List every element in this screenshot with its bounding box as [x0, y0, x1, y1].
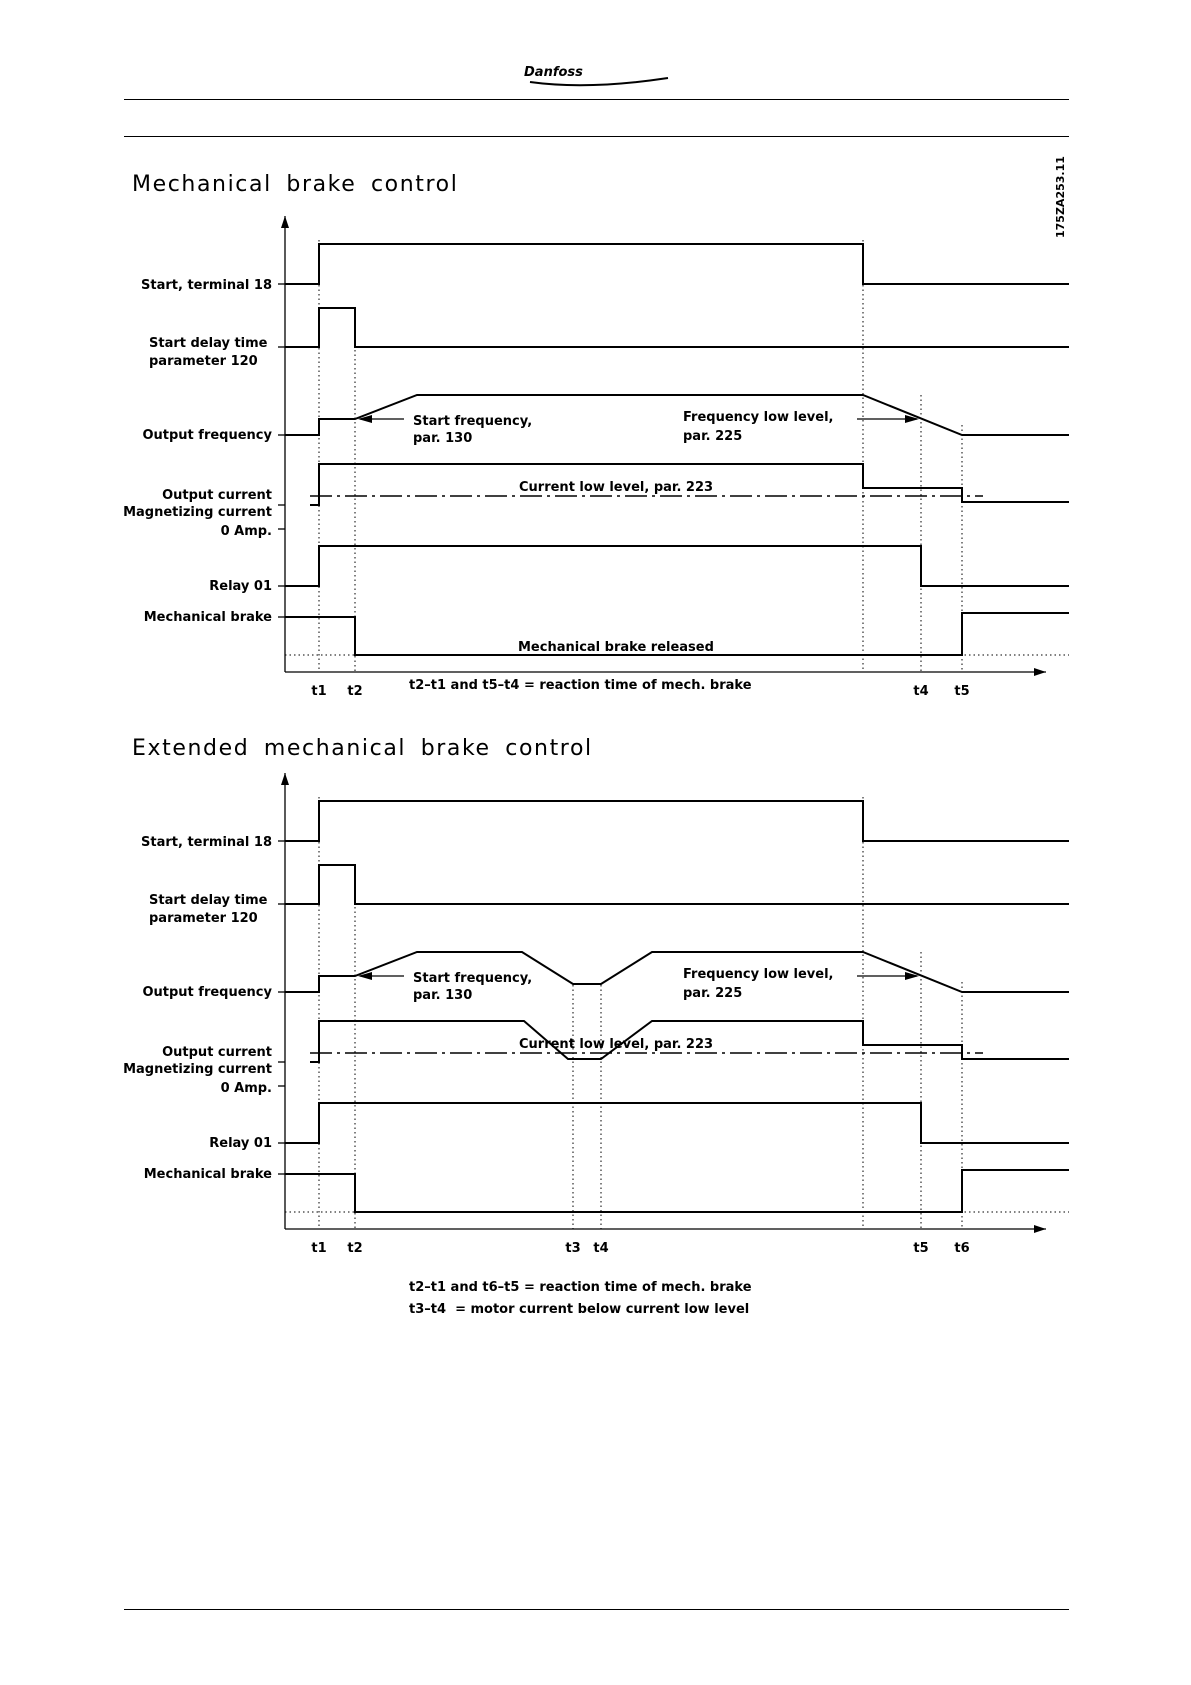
diagram-1-title: Mechanical brake control: [132, 172, 459, 197]
time-label-t4: t4: [593, 1241, 609, 1256]
annotation-brake-released: Mechanical brake released: [518, 640, 714, 655]
annotation-start-frequency-par: par. 130: [413, 431, 473, 446]
time-label-t1: t1: [311, 684, 327, 699]
wave-output-frequency: [285, 395, 1069, 435]
annotation-frequency-low: Frequency low level,: [683, 967, 834, 982]
label-relay: Relay 01: [209, 1136, 272, 1151]
label-zero-amp: 0 Amp.: [220, 1081, 272, 1096]
label-output-frequency: Output frequency: [142, 985, 272, 1000]
label-start-delay-param: parameter 120: [149, 911, 258, 926]
footer-rule: [124, 1609, 1069, 1610]
annotation-start-frequency: Start frequency,: [413, 414, 533, 429]
time-label-t5: t5: [954, 684, 970, 699]
label-relay: Relay 01: [209, 579, 272, 594]
diagram-1-note: t2–t1 and t5–t4 = reaction time of mech. brake: [409, 678, 752, 693]
annotation-start-frequency: Start frequency,: [413, 971, 533, 986]
diagram-2-time-labels: [311, 1241, 969, 1317]
label-output-frequency: Output frequency: [142, 428, 272, 443]
time-label-t2: t2: [347, 1241, 363, 1256]
diagram-2-note-reaction: t2–t1 and t6–t5 = reaction time of mech. brake: [409, 1280, 752, 1295]
label-start-delay: Start delay time: [149, 336, 268, 351]
label-mechanical-brake: Mechanical brake: [143, 610, 272, 625]
wave-start-delay: [285, 308, 1069, 347]
wave-start-terminal: [285, 801, 1069, 841]
label-output-current: Output current: [162, 1045, 272, 1060]
time-label-t5: t5: [913, 1241, 929, 1256]
diagram-2-waveforms: [285, 801, 1069, 1212]
wave-relay: [285, 1103, 1069, 1143]
label-start-delay-param: parameter 120: [149, 354, 258, 369]
diagram-2-timing-chart: [0, 556, 1191, 1336]
drawing-code: 175ZA253.11: [1054, 156, 1067, 238]
label-magnetizing-current: Magnetizing current: [123, 1062, 272, 1077]
wave-mechanical-brake: [285, 1170, 1069, 1212]
label-start-delay: Start delay time: [149, 893, 268, 908]
diagram-2-time-guides: [285, 797, 1069, 1229]
time-label-t4: t4: [913, 684, 929, 699]
diagram-2-note-current: t3–t4 = motor current below current low level: [409, 1302, 750, 1317]
label-mechanical-brake: Mechanical brake: [143, 1167, 272, 1182]
time-label-t3: t3: [565, 1241, 581, 1256]
annotation-current-low: Current low level, par. 223: [519, 480, 714, 495]
label-output-current: Output current: [162, 488, 272, 503]
time-label-t6: t6: [954, 1241, 970, 1256]
annotation-start-frequency-par: par. 130: [413, 988, 473, 1003]
annotation-current-low: Current low level, par. 223: [519, 1037, 714, 1052]
label-magnetizing-current: Magnetizing current: [123, 505, 272, 520]
diagram-2-annotations: [358, 967, 919, 1052]
logo-text: Danfoss: [524, 65, 583, 80]
time-label-t1: t1: [311, 1241, 327, 1256]
wave-output-frequency: [285, 952, 1069, 992]
wave-start-terminal: [285, 244, 1069, 284]
annotation-frequency-low-par: par. 225: [683, 429, 743, 444]
diagram-2-title: Extended mechanical brake control: [132, 736, 593, 761]
annotation-frequency-low: Frequency low level,: [683, 410, 834, 425]
wave-start-delay: [285, 865, 1069, 904]
label-start-terminal: Start, terminal 18: [141, 278, 272, 293]
label-start-terminal: Start, terminal 18: [141, 835, 272, 850]
time-label-t2: t2: [347, 684, 363, 699]
diagram-2-signal-labels: [123, 835, 272, 1182]
annotation-frequency-low-par: par. 225: [683, 986, 743, 1001]
label-zero-amp: 0 Amp.: [220, 524, 272, 539]
